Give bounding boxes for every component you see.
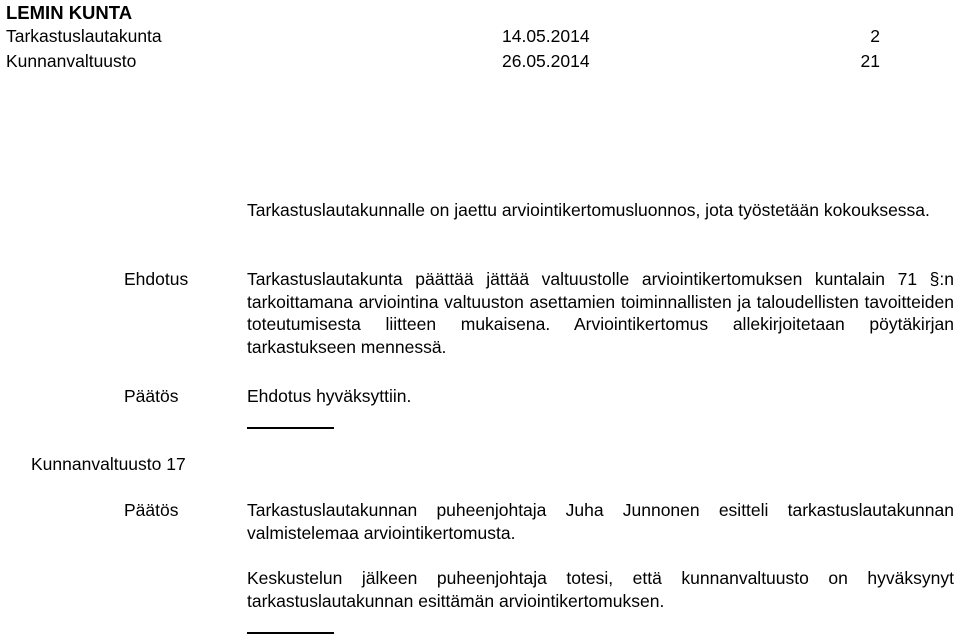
- proposal-label: Ehdotus: [124, 269, 189, 289]
- header-body-name: Kunnanvaltuusto: [6, 51, 137, 71]
- header-section-number: 2: [870, 26, 880, 46]
- council-decision-paragraph-2: Keskustelun jälkeen puheenjohtaja totesi, että kunnanvaltuusto on hyväksynyt tarkastuslautakunnan esittämän arviointikertomuksen.: [247, 568, 954, 611]
- intro-paragraph: Tarkastuslautakunnalle on jaettu arviointikertomusluonnos, jota työstetään kokouksessa.: [247, 200, 930, 220]
- header-body-name: Tarkastuslautakunta: [6, 26, 162, 46]
- decision-label: Päätös: [124, 386, 179, 406]
- proposal-paragraph: Tarkastuslautakunta päättää jättää valtuustolle arviointikertomuksen kuntalain 71 §:n tarkoittamana arviointina valtuuston asettamien toiminnallisten ja taloudellisten tavoitteiden toteutumisesta liitteen mukaisena. Arviointikertomus allekirjoitetaan pöytäkirjan tarkastukseen mennessä.: [247, 269, 954, 357]
- separator-rule-bottom: [247, 632, 334, 634]
- separator-rule: [247, 427, 334, 429]
- organization-title: LEMIN KUNTA: [6, 2, 133, 23]
- council-decision-paragraph: Tarkastuslautakunnan puheenjohtaja Juha Junnonen esitteli tarkastuslautakunnan valmistelemaa arviointikertomusta.: [247, 500, 954, 543]
- council-section-title: Kunnanvaltuusto 17: [31, 454, 186, 474]
- decision-paragraph: Ehdotus hyväksyttiin.: [247, 386, 412, 406]
- header-meeting-date: 26.05.2014: [502, 51, 590, 71]
- header-section-number: 21: [860, 51, 880, 71]
- council-decision-label: Päätös: [124, 500, 179, 520]
- header-meeting-date: 14.05.2014: [502, 26, 590, 46]
